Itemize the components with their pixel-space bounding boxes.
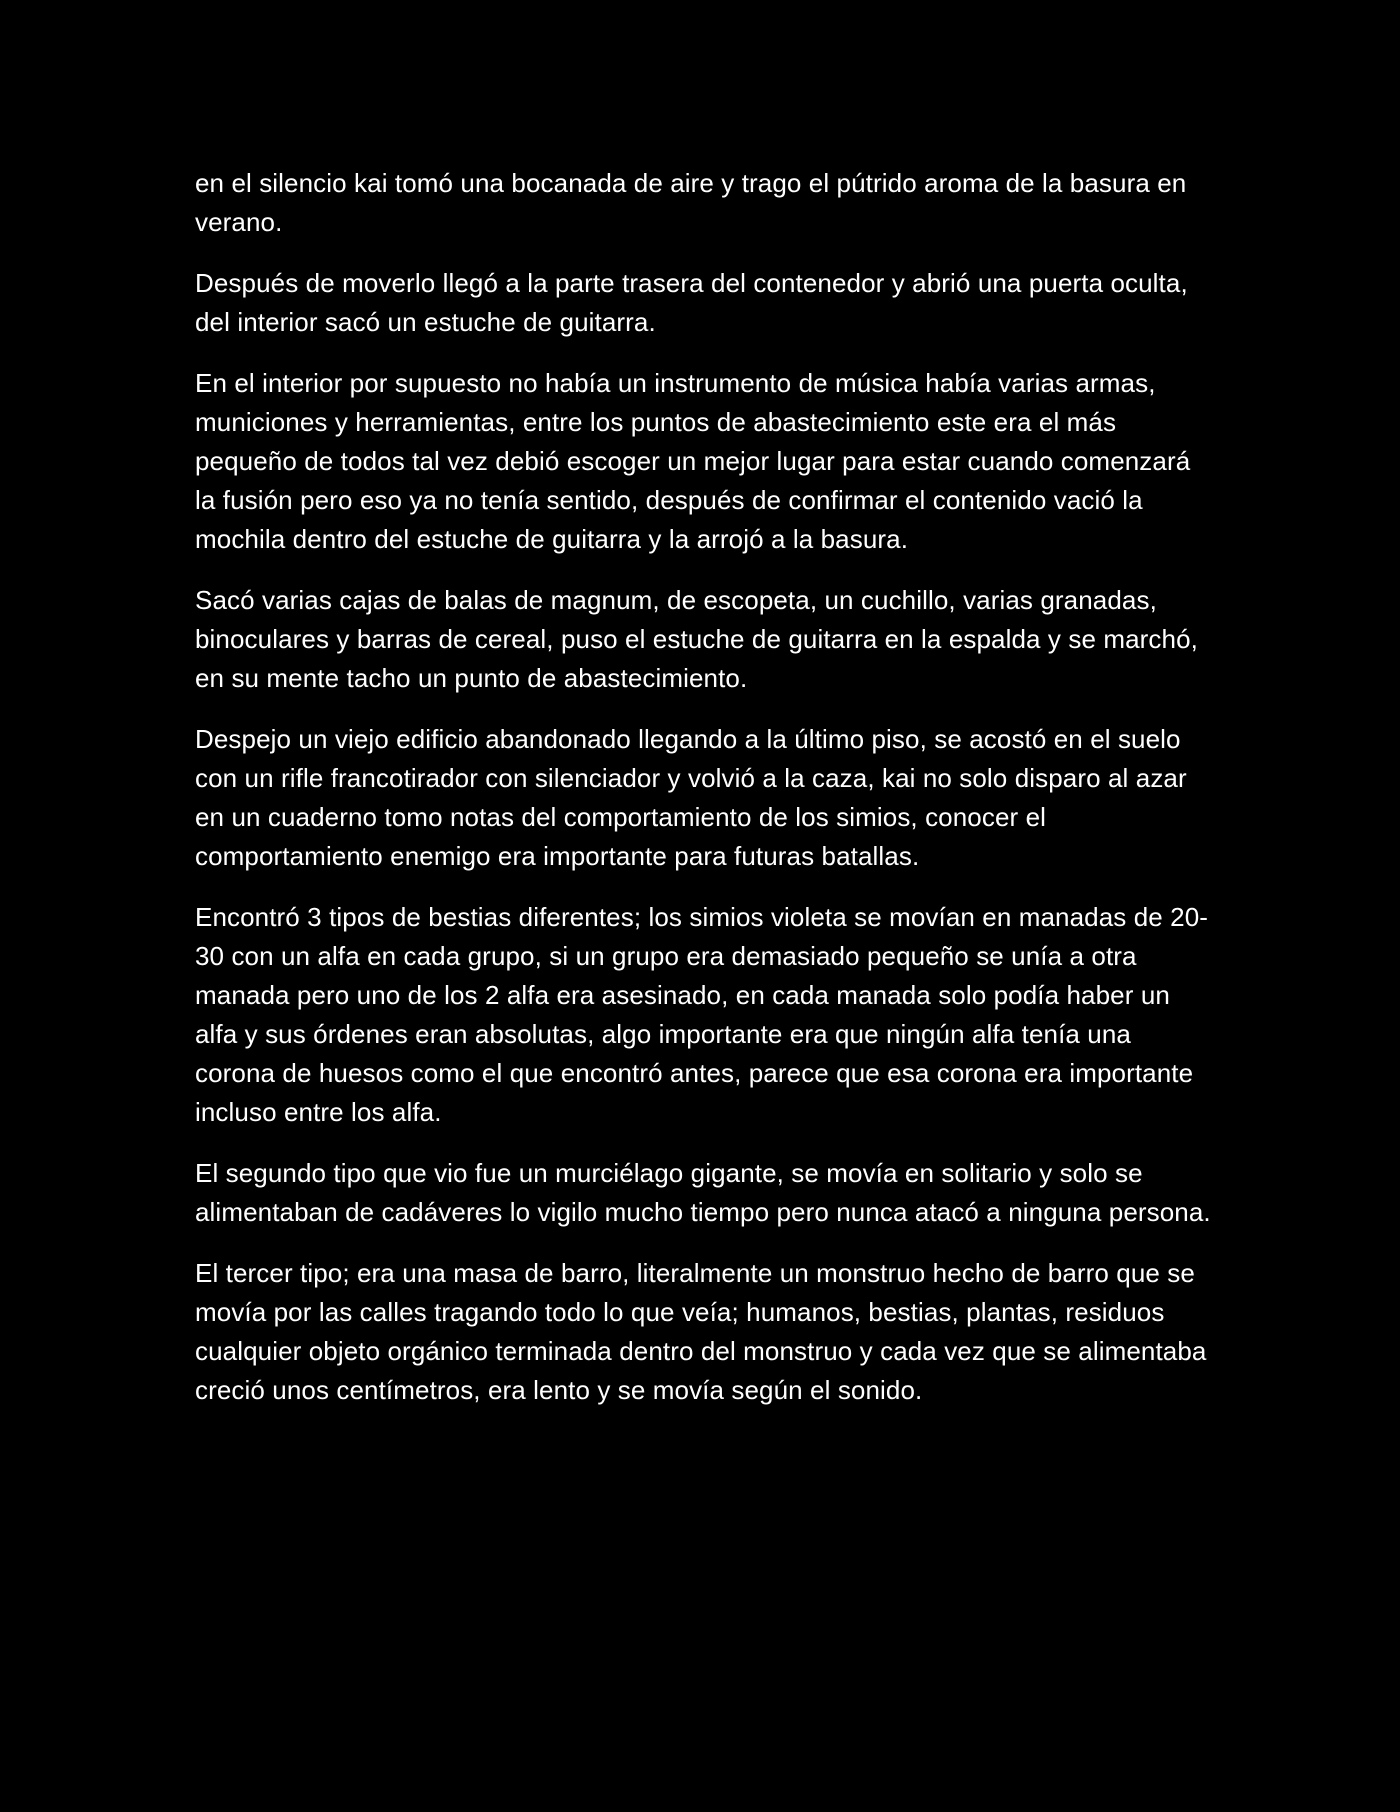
paragraph-6: Encontró 3 tipos de bestias diferentes; los simios violeta se movían en manadas de 20-30 con un alfa en cada grupo, si un grupo era demasiado pequeño se unía a otra manada pero uno de los 2 alfa era asesinado, en cada manada solo podía haber un alfa y sus órdenes eran absolutas, algo importante era que ningún alfa tenía una corona de huesos como el que encontró antes, parece que esa corona era importante incluso entre los alfa.	[195, 902, 1209, 1127]
paragraph-5: Despejo un viejo edificio abandonado llegando a la último piso, se acostó en el suelo con un rifle francotirador con silenciador y volvió a la caza, kai no solo disparo al azar en un cuaderno tomo notas del comportamiento de los simios, conocer el comportamiento enemigo era importante para futuras batallas.	[195, 724, 1187, 871]
paragraph-8: El tercer tipo; era una masa de barro, literalmente un monstruo hecho de barro que se movía por las calles tragando todo lo que veía; humanos, bestias, plantas, residuos cualquier objeto orgánico terminada dentro del monstruo y cada vez que se alimentaba creció unos centímetros, era lento y se movía según el sonido.	[195, 1258, 1207, 1405]
paragraph-3: En el interior por supuesto no había un instrumento de música había varias armas, municiones y herramientas, entre los puntos de abastecimiento este era el más pequeño de todos tal vez debió escoger un mejor lugar para estar cuando comenzará la fusión pero eso ya no tenía sentido, después de confirmar el contenido vació la mochila dentro del estuche de guitarra y la arrojó a la basura.	[195, 368, 1191, 554]
paragraph-4: Sacó varias cajas de balas de magnum, de escopeta, un cuchillo, varias granadas, binoculares y barras de cereal, puso el estuche de guitarra en la espalda y se marchó, en su mente tacho un punto de abastecimiento.	[195, 585, 1198, 693]
paragraph-1: en el silencio kai tomó una bocanada de aire y trago el pútrido aroma de la basura en verano.	[195, 168, 1187, 237]
paragraph-2: Después de moverlo llegó a la parte trasera del contenedor y abrió una puerta oculta, del interior sacó un estuche de guitarra.	[195, 268, 1188, 337]
story-text	[195, 164, 1215, 1432]
paragraph-7: El segundo tipo que vio fue un murciélago gigante, se movía en solitario y solo se alimentaban de cadáveres lo vigilo mucho tiempo pero nunca atacó a ninguna persona.	[195, 1158, 1211, 1227]
